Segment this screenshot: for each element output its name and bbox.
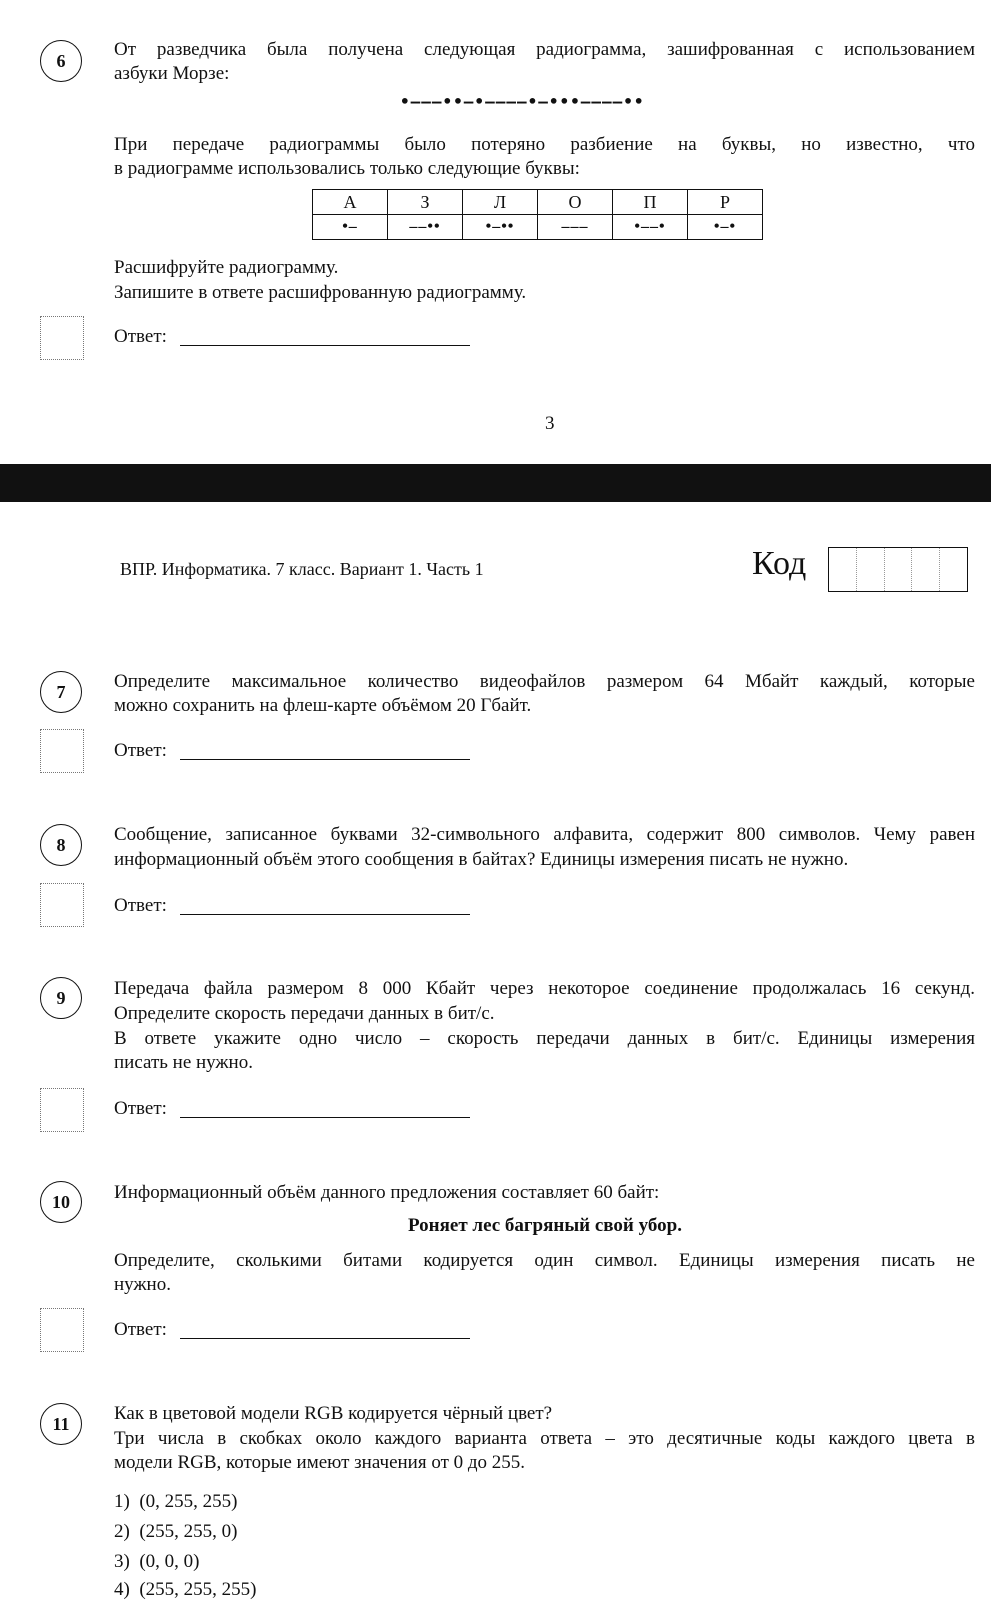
- question-number-9: 9: [40, 977, 82, 1019]
- page-separator: [0, 464, 991, 502]
- q6-answer-line[interactable]: [180, 345, 470, 346]
- q11-option-4[interactable]: [114, 1578, 256, 1602]
- q6-answer-label: Ответ:: [114, 326, 167, 347]
- morse-letter: О: [538, 190, 613, 215]
- q10-score-box[interactable]: [40, 1308, 84, 1352]
- q10-sentence: Роняет лес багряный свой убор.: [408, 1215, 682, 1236]
- kod-cell: [829, 548, 857, 591]
- q8-score-box[interactable]: [40, 883, 84, 927]
- q7-answer-line[interactable]: [180, 759, 470, 760]
- morse-code: ––••: [388, 215, 463, 240]
- q9-text-line2: Определите скорость передачи данных в бит/с.: [114, 1003, 495, 1024]
- page-number: 3: [545, 413, 555, 434]
- q10-text-line3: нужно.: [114, 1274, 171, 1295]
- option-value: (255, 255, 0): [139, 1521, 238, 1542]
- q6-text-line4: в радиограмме использовались только следующие буквы:: [114, 158, 580, 179]
- q6-text-line1: От разведчика была получена следующая радиограмма, зашифрованная с использованием: [114, 39, 975, 60]
- morse-codes-row: [313, 215, 763, 240]
- q8-answer-line[interactable]: [180, 914, 470, 915]
- q10-text-line1: Информационный объём данного предложения составляет 60 байт:: [114, 1182, 660, 1203]
- question-number-10: 10: [40, 1181, 82, 1223]
- morse-letter: А: [313, 190, 388, 215]
- morse-code: •–•: [688, 215, 763, 240]
- q11-option-2[interactable]: [114, 1520, 237, 1544]
- q6-text-line6: Запишите в ответе расшифрованную радиограмму.: [114, 282, 527, 303]
- q11-text-line3: модели RGB, которые имеют значения от 0 до 255.: [114, 1452, 526, 1473]
- option-value: (0, 255, 255): [139, 1491, 238, 1512]
- q6-text-line5: Расшифруйте радиограмму.: [114, 257, 339, 278]
- kod-input[interactable]: [828, 547, 968, 592]
- q10-answer-label: Ответ:: [114, 1319, 167, 1340]
- question-number-7: 7: [40, 671, 82, 713]
- kod-cell: [885, 548, 913, 591]
- q10-answer-line[interactable]: [180, 1338, 470, 1339]
- option-number: 4): [114, 1579, 130, 1600]
- q7-text-line2: можно сохранить на флеш-карте объёмом 20 Гбайт.: [114, 695, 532, 716]
- morse-code: •–••: [463, 215, 538, 240]
- q8-text-line1: Сообщение, записанное буквами 32-символьного алфавита, содержит 800 символов. Чему равен: [114, 824, 975, 845]
- q9-score-box[interactable]: [40, 1088, 84, 1132]
- q10-text-line2: Определите, сколькими битами кодируется один символ. Единицы измерения писать не: [114, 1250, 975, 1271]
- q9-text-line4: писать не нужно.: [114, 1052, 253, 1073]
- q11-text-line1: Как в цветовой модели RGB кодируется чёрный цвет?: [114, 1403, 553, 1424]
- q11-option-3[interactable]: [114, 1550, 199, 1574]
- question-number-6: 6: [40, 40, 82, 82]
- morse-code-table: [312, 189, 763, 240]
- q6-score-box[interactable]: [40, 316, 84, 360]
- q11-text-line2: Три числа в скобках около каждого варианта ответа – это десятичные коды каждого цвета в: [114, 1428, 975, 1449]
- morse-letter: П: [613, 190, 688, 215]
- kod-cell: [857, 548, 885, 591]
- kod-label: Код: [752, 545, 807, 582]
- q11-option-1[interactable]: [114, 1490, 237, 1514]
- kod-cell: [912, 548, 940, 591]
- morse-message: •–––••–•––––•–•••––––••: [400, 92, 645, 111]
- q9-answer-line[interactable]: [180, 1117, 470, 1118]
- q9-text-line1: Передача файла размером 8 000 Кбайт через некоторое соединение продолжалась 16 секунд.: [114, 978, 975, 999]
- morse-letter: Л: [463, 190, 538, 215]
- q8-answer-label: Ответ:: [114, 895, 167, 916]
- question-number-11: 11: [40, 1403, 82, 1445]
- morse-code: –––: [538, 215, 613, 240]
- q9-answer-label: Ответ:: [114, 1098, 167, 1119]
- option-number: 1): [114, 1491, 130, 1512]
- morse-letter: З: [388, 190, 463, 215]
- q7-score-box[interactable]: [40, 729, 84, 773]
- q7-text-line1: Определите максимальное количество видеофайлов размером 64 Мбайт каждый, которые: [114, 671, 975, 692]
- morse-code: •––•: [613, 215, 688, 240]
- q9-text-line3: В ответе укажите одно число – скорость передачи данных в бит/с. Единицы измерения: [114, 1028, 975, 1049]
- q6-text-line3: При передаче радиограммы было потеряно разбиение на буквы, но известно, что: [114, 134, 975, 155]
- q7-answer-label: Ответ:: [114, 740, 167, 761]
- morse-letters-row: [313, 190, 763, 215]
- morse-letter: Р: [688, 190, 763, 215]
- q8-text-line2: информационный объём этого сообщения в байтах? Единицы измерения писать не нужно.: [114, 849, 849, 870]
- page-header-title: ВПР. Информатика. 7 класс. Вариант 1. Часть 1: [120, 559, 484, 579]
- option-number: 3): [114, 1551, 130, 1572]
- option-value: (255, 255, 255): [139, 1579, 257, 1600]
- kod-cell: [940, 548, 967, 591]
- question-number-8: 8: [40, 824, 82, 866]
- option-value: (0, 0, 0): [139, 1551, 200, 1572]
- morse-code: •–: [313, 215, 388, 240]
- option-number: 2): [114, 1521, 130, 1542]
- q6-text-line2: азбуки Морзе:: [114, 63, 230, 84]
